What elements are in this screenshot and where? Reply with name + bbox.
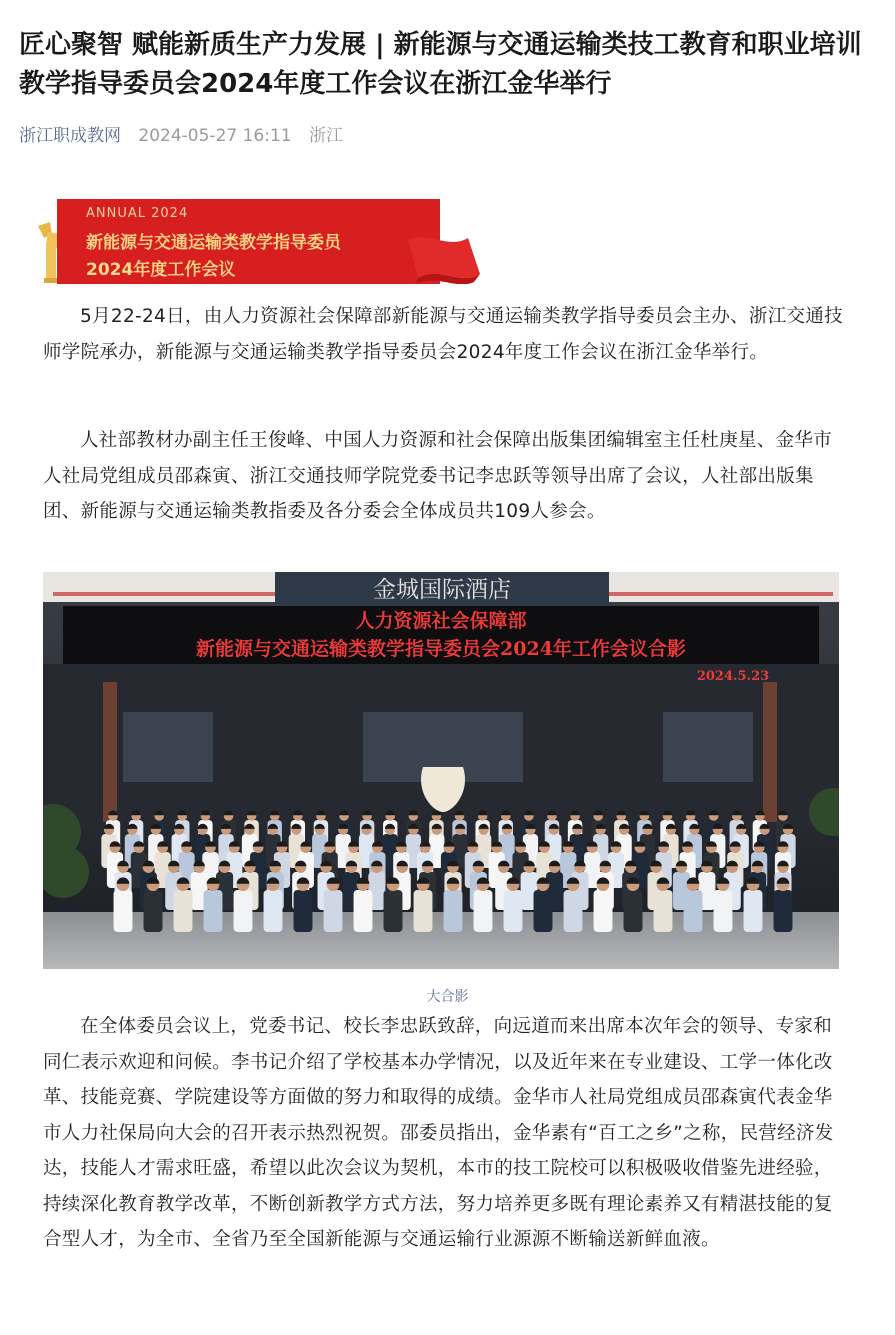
paragraph-3: 在全体委员会议上，党委书记、校长李忠跃致辞，向远道而来出席本次年会的领导、专家和同仁表示欢迎和问候。李书记介绍了学校基本办学情况，以及近年来在专业建设、工学一体化改革、技能竞赛、学院建设等方面做的努力和取得的成绩。金华市人社局党组成员邵森寅代表金华市人力社保局向大会的召开表示热烈祝贺。邵委员指出，金华素有“百工之乡”之称，民营经济发达，技能人才需求旺盛，希望以此次会议为契机，本市的技工院校可以积极吸收借鉴先进经验，持续深化教育教学改革，不断创新教学方式方法，努力培养更多既有理论素养又有精湛技能的复合型人才，为全市、全省乃至全国新能源与交通运输行业源源不断输送新鲜血液。 xyxy=(43,1016,834,1250)
publish-date: 2024-05-27 16:11 xyxy=(138,126,292,146)
banner-annual-label: ANNUAL 2024 xyxy=(86,206,189,221)
source-link[interactable]: 浙江职成教网 xyxy=(19,126,121,146)
hotel-sign-text: 金城国际酒店 xyxy=(373,577,511,603)
section-banner xyxy=(30,198,486,286)
region-label: 浙江 xyxy=(309,126,344,146)
banner-title-line1: 新能源与交通运输类教学指导委员 xyxy=(86,233,341,253)
photo-caption: 大合影 xyxy=(426,989,469,1005)
paragraph-2: 人社部教材办副主任王俊峰、中国人力资源和社会保障出版集团编辑室主任杜庚星、金华市人社局党组成员邵森寅、浙江交通技师学院党委书记李忠跃等领导出席了会议，人社部出版集团、新能源与交通运输类教指委及各分委会全体成员共109人参会。 xyxy=(43,430,833,522)
group-photo xyxy=(43,572,839,969)
photo-banner-line1: 人力资源社会保障部 xyxy=(355,610,527,632)
photo-banner-line2: 新能源与交通运输类教学指导委员会2024年工作会议合影 xyxy=(196,638,686,660)
red-ribbon-icon xyxy=(408,230,484,284)
article-title: 匠心聚智 赋能新质生产力发展 | 新能源与交通运输类技工教育和职业培训教学指导委员会2024年度工作会议在浙江金华举行 xyxy=(19,30,862,99)
article-meta xyxy=(19,121,343,146)
paragraph-1: 5月22-24日，由人力资源社会保障部新能源与交通运输类教学指导委员会主办、浙江交通技师学院承办，新能源与交通运输类教学指导委员会2024年度工作会议在浙江金华举行。 xyxy=(43,306,843,363)
photo-banner-date: 2024.5.23 xyxy=(696,669,770,684)
banner-title-line2: 2024年度工作会议 xyxy=(86,260,236,280)
